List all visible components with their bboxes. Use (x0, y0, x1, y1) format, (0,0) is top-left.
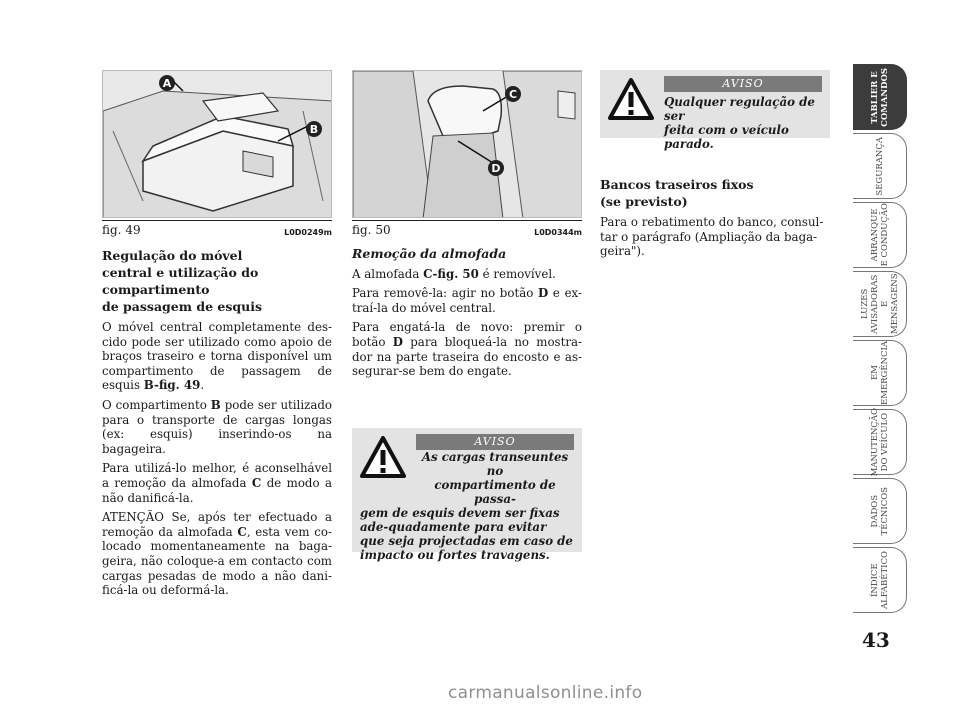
callout-d: D (491, 162, 501, 175)
p4-text-a: ATENÇÃO Se, após ter efectuado a remoção da almofada (102, 510, 332, 539)
tab-label: ARRANQUE E CONDUÇÃO (869, 203, 890, 267)
tab-indice-alfabetico[interactable] (853, 547, 907, 613)
figure-50-caption (352, 220, 582, 237)
chapter-tab-sidebar (853, 64, 907, 616)
tab-label: DADOS TÉCNICOS (869, 486, 890, 536)
heading-line-4: de passagem de esquis (102, 299, 262, 314)
c2p3-text-c: para bloqueá-la no mostra-dor na parte traseira do encosto e as-segurar-se bem do engate. (352, 334, 583, 379)
warning-triangle-icon (608, 78, 654, 120)
p3-text-c: de modo a não danificá-la. (102, 475, 332, 505)
tab-label: EM EMERGÊNCIA (869, 341, 890, 405)
warning-title-bar: AVISO (416, 434, 574, 450)
p4-ref-c: C (237, 524, 247, 539)
tab-em-emergencia[interactable] (853, 340, 907, 406)
heading-line-2: central e utilização do (102, 265, 259, 280)
paragraph-armrest-intro: O móvel central completamente des-cido pode ser utilizado como apoio de braços traseiro e torna disponível um compartimento de passagem de esquis B-fig. 49. (102, 320, 332, 393)
figure-49-code: L0D0249m (284, 228, 332, 237)
paragraph-cushion-removable (352, 267, 582, 282)
warning-title-bar: AVISO (664, 76, 822, 92)
p2-text-a: O compartimento (102, 397, 207, 412)
heading-line-1: Bancos traseiros fixos (600, 177, 754, 192)
figure-50-cushion-illustration (352, 70, 582, 218)
figure-49-seat-armrest-illustration (102, 70, 332, 218)
warning-rest: gem de esquis devem ser fixas ade-quadamente para evitar que seja projectadas em caso de impacto ou fortes travagens. (360, 506, 573, 562)
warning-line-1: As cargas transeuntes no (421, 450, 569, 478)
tab-luzes-avisadoras[interactable] (853, 271, 907, 337)
warning-triangle-icon (360, 436, 406, 478)
heading-line-2: (se previsto) (600, 194, 688, 209)
figure-49-caption (102, 220, 332, 237)
callout-a: A (162, 77, 172, 90)
paragraph-attention-note (102, 510, 332, 598)
c2p2-text-c: e ex-traí-la do móvel central. (352, 286, 582, 315)
c2p3-text-a: Para engatá-la de novo: premir o botão (352, 320, 582, 349)
section-heading-armrest (102, 247, 332, 315)
p2-text-c: pode ser utilizado para o transporte de cargas longas (ex: esquis) inserindo-os na bagageira. (102, 397, 333, 456)
p3-text-a: Para utilizá-lo melhor, é aconselhável a remoção da almofada (102, 461, 332, 490)
warning-line-2: compartimento de passa- (434, 478, 556, 506)
figure-49-drawing (103, 71, 332, 218)
callout-c: C (508, 88, 518, 101)
p1-text: O móvel central completamente des-cido pode ser utilizado como apoio de braços traseiro e torna disponível um compartimento de passagem de esquis (102, 320, 332, 393)
tab-label: ÍNDICE ALFABÉTICO (869, 550, 890, 610)
tab-dados-tecnicos[interactable] (853, 478, 907, 544)
heading-line-3: compartimento (102, 282, 210, 297)
c2p1-figure-ref: C-fig. 50 (423, 266, 479, 281)
tab-seguranca[interactable] (853, 133, 907, 199)
tab-arranque-conducao[interactable] (853, 202, 907, 268)
paragraph-remove-instructions (352, 286, 582, 315)
watermark-text: carmanualsonline.info (448, 683, 643, 703)
p4-text-c: , esta vem co-locado momentaneamente na baga-geira, não coloque-a em contacto com cargas pesadas de modo a não dani-ficá-la ou deformá-la. (102, 524, 332, 598)
warning-box-ski-loads (352, 428, 582, 562)
figure-49-label: fig. 49 (102, 223, 141, 237)
c2p2-text-a: Para removê-la: agir no botão (352, 286, 534, 301)
section-heading-fixed-rear-seats (600, 176, 830, 210)
warning-box-adjust-stationary (600, 70, 830, 151)
c2p3-ref-d: D (392, 334, 403, 349)
p2-ref-b: B (210, 397, 221, 412)
c2p1-text-c: é removível. (482, 266, 556, 281)
page-number: 43 (862, 628, 890, 652)
p1-figure-ref: B-fig. 49 (143, 378, 201, 393)
c2p1-text-a: A almofada (352, 266, 420, 281)
callout-b: B (309, 123, 319, 136)
tab-tablier-comandos[interactable] (853, 64, 907, 130)
paragraph-seat-folding: Para o rebatimento do banco, consul-tar o parágrafo (Ampliação da baga-geira"). (600, 215, 824, 259)
column-2 (352, 70, 582, 379)
tab-label: SEGURANÇA (874, 136, 885, 196)
tab-label: MANUTENÇÃO DO VEÍCULO (869, 407, 890, 477)
p3-ref-c: C (251, 475, 262, 490)
paragraph-compartment-use (102, 398, 332, 456)
warning-line-1: Qualquer regulação de ser (664, 95, 815, 123)
figure-50-label: fig. 50 (352, 223, 391, 237)
paragraph-reattach-instructions (352, 320, 582, 378)
heading-line-1: Regulação do móvel (102, 248, 243, 263)
column-3 (600, 176, 830, 259)
paragraph-cushion-removal-advice (102, 461, 332, 505)
column-1 (102, 70, 332, 598)
figure-50-code: L0D0344m (534, 228, 582, 237)
subheading-cushion-removal: Remoção da almofada (352, 246, 507, 261)
tab-label: LUZES AVISADORAS E MENSAGENS (859, 273, 900, 335)
figure-50-drawing (353, 71, 582, 218)
tab-label: TABLIER E COMANDOS (869, 67, 890, 127)
c2p2-ref-d: D (538, 286, 549, 301)
tab-manutencao-veiculo[interactable] (853, 409, 907, 475)
warning-line-2: feita com o veículo parado. (664, 123, 789, 151)
